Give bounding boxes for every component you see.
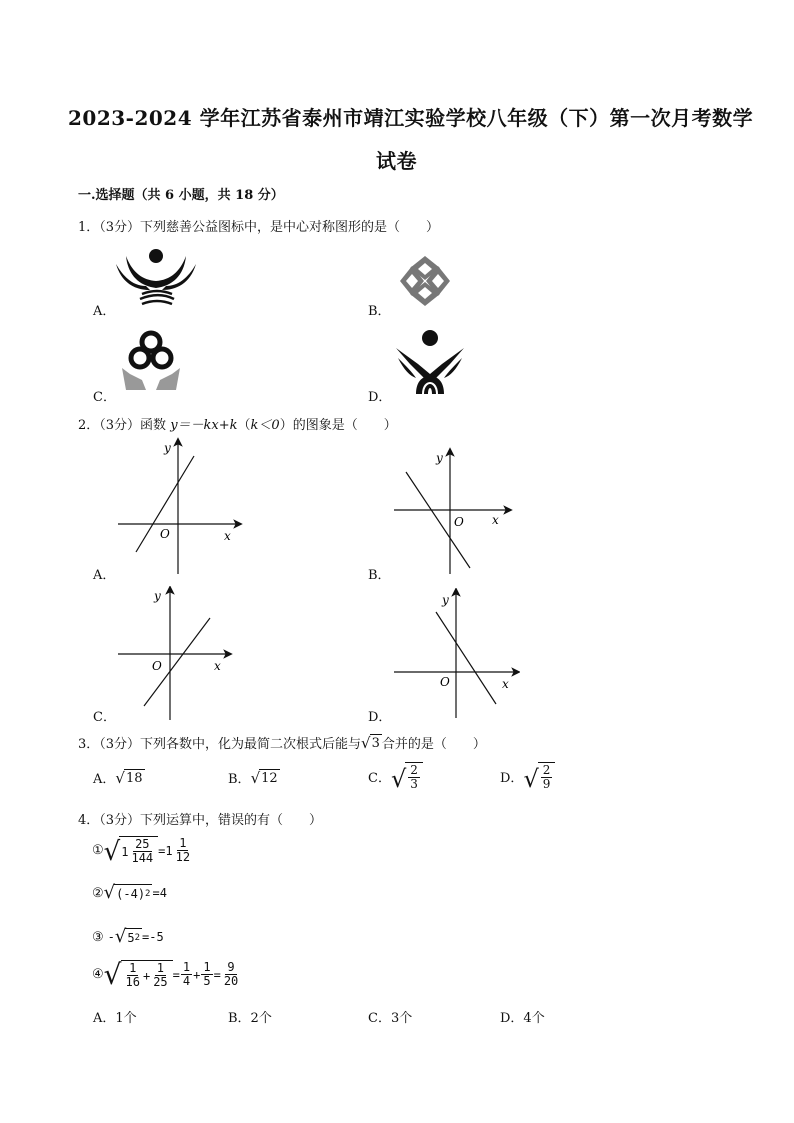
q3-stem-prefix: 3．（3分）下列各数中，化为最简二次根式后能与 — [78, 737, 362, 752]
q4-i3-exp: 2 — [134, 933, 141, 943]
q3-a-radicand: 18 — [125, 771, 143, 786]
q4-i4-n5: 9 — [227, 960, 235, 974]
q2-option-d-label: D． — [368, 710, 392, 725]
q2-stem-suffix: ）的图象是（ ） — [279, 418, 397, 433]
q2-graph-b — [390, 446, 520, 580]
q1-option-a-label: A． — [93, 304, 116, 319]
origin-label: O — [440, 675, 450, 689]
sqrt-18: √ 18 — [115, 769, 143, 787]
q3-option-a-label: A． — [93, 772, 116, 787]
x-axis-label: x — [214, 659, 221, 673]
person-leaf-logo-icon — [394, 328, 466, 400]
q3-option-b — [228, 768, 280, 787]
q4-item-4-mark: ④ — [92, 967, 104, 982]
q3-c-den: 3 — [410, 777, 418, 791]
q4-i3-body: 5 — [127, 931, 135, 945]
q4-option-a: A．1个 — [93, 1011, 137, 1026]
x-axis-label: x — [224, 529, 231, 543]
q4-i4-eq1: = — [172, 967, 180, 982]
q4-option-d: D．4个 — [500, 1011, 545, 1026]
origin-label: O — [152, 659, 162, 673]
heart-knot-logo-icon — [392, 248, 458, 318]
q4-item-1-mark: ① — [92, 843, 104, 858]
q4-i4-d3: 4 — [182, 974, 191, 988]
y-axis-label: y — [436, 451, 443, 465]
q3-option-a — [93, 768, 145, 787]
x-axis-label: x — [502, 677, 509, 691]
q3-radicand: 3 — [371, 736, 380, 751]
q4-i4-eq2: = — [213, 967, 221, 982]
q2-function: y＝－kx+k — [170, 418, 238, 433]
y-axis-label: y — [154, 589, 161, 603]
q4-i1-whole: 1 — [121, 844, 129, 859]
q4-i4-plus2: + — [193, 967, 201, 982]
q4-item-2-mark: ② — [92, 885, 104, 901]
x-axis-label: x — [492, 513, 499, 527]
y-axis-label: y — [442, 593, 449, 607]
y-axis-label: y — [164, 441, 171, 455]
sqrt-3: √ 3 — [361, 734, 380, 752]
hands-heart-logo-icon — [120, 328, 182, 396]
question-2-stem — [78, 414, 397, 433]
section-heading: 一.选择题（共 6 小题，共 18 分） — [78, 188, 284, 203]
q4-i1-rnum: 1 — [179, 836, 187, 850]
q3-option-d — [500, 762, 555, 791]
q4-item-3: ③ - √ 5 2 =-5 — [92, 926, 164, 947]
page-title-line2: 试卷 — [376, 149, 417, 173]
q2-condition: k＜0 — [250, 418, 280, 433]
q2-cond-open: （ — [237, 418, 251, 433]
q3-b-radicand: 12 — [261, 771, 278, 786]
q3-option-d-label: D． — [500, 771, 524, 786]
q2-option-a-label: A． — [93, 568, 116, 583]
q2-option-b-label: B． — [368, 568, 391, 583]
q4-i2-body: (-4) — [116, 887, 146, 901]
page-title: 2023-2024 学年江苏省泰州市靖江实验学校八年级（下）第一次月考数学 — [68, 106, 754, 130]
q4-i4-d4: 5 — [203, 974, 211, 988]
q4-i1-num: 25 — [135, 837, 150, 851]
question-3-stem — [78, 733, 486, 752]
sqrt-12: √ 12 — [250, 769, 278, 787]
q1-option-b-label: B． — [368, 304, 391, 319]
q4-i4-d5: 20 — [223, 974, 239, 988]
q4-i1-rden: 12 — [175, 850, 191, 864]
q4-i2-exp: 2 — [145, 889, 151, 899]
question-4-stem: 4．（3分）下列运算中，错误的有（ ） — [78, 813, 323, 828]
q4-i4-n3: 1 — [182, 960, 191, 974]
q4-i2-eq: =4 — [152, 886, 167, 900]
q3-stem-suffix: 合并的是（ ） — [381, 737, 486, 752]
q3-c-num: 2 — [410, 763, 418, 777]
q2-option-c-label: C． — [93, 710, 116, 725]
q3-option-c-label: C． — [368, 771, 391, 786]
q1-option-d-label: D． — [368, 390, 392, 405]
q2-graph-c — [114, 586, 234, 726]
q4-i1-den: 144 — [131, 851, 154, 865]
q4-item-3-mark: ③ — [92, 929, 104, 945]
q4-item-1: ① √ 1 $\frac{25}{144}$ =1 $\frac{1}{12}$ — [92, 836, 191, 867]
question-1-stem: 1．（3分）下列慈善公益图标中，是中心对称图形的是（ ） — [78, 220, 440, 235]
q4-option-b: B．2个 — [228, 1011, 272, 1026]
q2-graph-d — [390, 588, 520, 722]
q2-graph-a — [114, 436, 244, 580]
q3-option-b-label: B． — [228, 772, 251, 787]
q4-i3-eq: =-5 — [142, 930, 164, 944]
q4-item-4: ④ √ $\frac{1}{16}$ + $\frac{1}{25}$ = $\frac{1}{4}$ + $\frac{1}{5}$ = $\frac{9}{20}$ — [92, 958, 239, 991]
sqrt-2-over-3: √ $\frac{2}{3}$ — [391, 762, 423, 791]
q4-i4-d2: 25 — [153, 975, 168, 989]
q4-i4-d1: 16 — [125, 975, 140, 989]
q4-i3-neg: - — [107, 930, 115, 944]
q4-item-2: ② √ (-4) 2 =4 — [92, 882, 167, 903]
q3-option-c — [368, 762, 423, 791]
q4-i4-n1: 1 — [129, 961, 137, 975]
q1-option-c-label: C． — [93, 390, 116, 405]
lotus-logo-icon — [116, 246, 196, 316]
q4-i4-n2: 1 — [156, 961, 165, 975]
q2-stem-prefix: 2．（3分）函数 — [78, 418, 171, 433]
origin-label: O — [454, 515, 464, 529]
q3-d-den: 9 — [542, 777, 551, 791]
q4-option-c: C．3个 — [368, 1011, 413, 1026]
origin-label: O — [160, 527, 170, 541]
q3-d-num: 2 — [542, 763, 551, 777]
sqrt-2-over-9: √ $\frac{2}{9}$ — [523, 762, 555, 791]
q4-i1-eq: =1 — [158, 843, 173, 858]
q4-i4-plus: + — [142, 968, 151, 983]
q4-i4-n4: 1 — [203, 960, 211, 974]
